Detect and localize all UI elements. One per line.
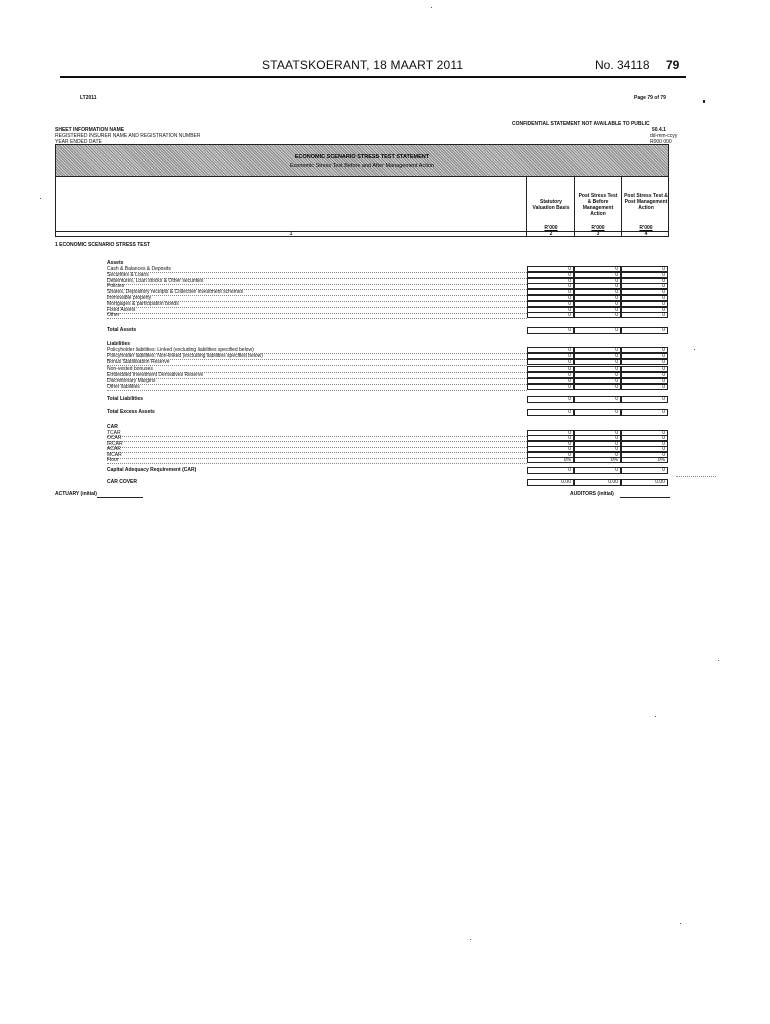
row-label: Discretionary Margins xyxy=(107,378,156,384)
form-banner xyxy=(56,145,668,177)
col-divider xyxy=(526,176,527,236)
group-heading: Assets xyxy=(107,260,124,266)
value-cell: 0% xyxy=(527,457,574,463)
total-liabilities-label: Total Liabilities xyxy=(107,396,144,402)
form-heading-box xyxy=(55,144,669,237)
col-unit: R'000 xyxy=(591,225,605,231)
value-cell: 0 xyxy=(527,266,574,272)
row-label: ACAR xyxy=(107,446,121,453)
row-leader xyxy=(107,295,527,296)
row-label: Non-vested bonuses xyxy=(107,365,153,372)
value-cell: 0 xyxy=(621,272,668,278)
col-head-statutory: Statutory Valuation Basis xyxy=(532,199,570,211)
gazette-title: STAATSKOERANT, 18 MAART 2011 xyxy=(262,58,464,72)
row-leader xyxy=(107,307,527,308)
value-cell: 0 xyxy=(574,307,621,313)
scan-speck xyxy=(680,923,681,924)
form-page-of: Page 79 of 79 xyxy=(634,95,666,101)
form-number: 50.4.1 xyxy=(652,127,666,133)
value-cell: 0 xyxy=(621,295,668,301)
col-unit: R'000 xyxy=(544,225,558,231)
value-cell: 0 xyxy=(527,312,574,318)
value-cell: 0 xyxy=(574,366,621,372)
header-rule xyxy=(60,76,686,78)
value-cell: 0 xyxy=(574,312,621,318)
row-label: Securities & Loans xyxy=(107,271,149,278)
value-cell: 0.00 xyxy=(527,479,574,486)
row-label: Debentures, Loan stocks & Other securities xyxy=(107,277,204,284)
scan-speck xyxy=(694,349,695,350)
value-cell: 0 xyxy=(527,366,574,372)
value-cell: 0 xyxy=(527,307,574,313)
row-label: TCAR xyxy=(107,430,121,436)
value-cell: 0% xyxy=(621,457,668,463)
value-cell: 0 xyxy=(527,435,574,441)
row-label: Fixed Assets xyxy=(107,306,136,313)
col-head-post-mgmt: Post Stress Test & Post Management Action xyxy=(624,193,668,211)
value-cell: 0 xyxy=(574,295,621,301)
row-leader xyxy=(107,436,527,437)
row-leader xyxy=(107,441,527,442)
value-cell: 0 xyxy=(574,353,621,359)
col-number: 4 xyxy=(644,231,648,237)
value-cell: 0 xyxy=(621,384,668,390)
page-number: 79 xyxy=(666,58,680,72)
row-leader xyxy=(107,384,527,385)
value-cell: 0 xyxy=(574,409,621,416)
value-cell: 0% xyxy=(574,457,621,463)
form-code: LT2011 xyxy=(80,95,97,101)
value-cell: 0 xyxy=(621,372,668,378)
total-assets-label: Total Assets xyxy=(107,327,137,333)
value-cell: 0 xyxy=(527,441,574,447)
actuary-signature-line xyxy=(97,497,143,498)
value-cell: 0 xyxy=(527,384,574,390)
value-cell: 0 xyxy=(527,396,574,403)
row-label: Bonus Stabilisation Reserve xyxy=(107,359,170,366)
row-label: Policyholder liabilities: Non-linked (excluding liabilities specified below) xyxy=(107,353,263,360)
value-cell: 0 xyxy=(621,366,668,372)
value-cell: 0 xyxy=(527,467,574,474)
value-cell: 0 xyxy=(621,307,668,313)
value-cell: 0 xyxy=(574,446,621,452)
value-cell: 0 xyxy=(527,446,574,452)
col-number: 3 xyxy=(596,231,600,237)
row-leader xyxy=(107,365,527,366)
value-cell: 0 xyxy=(621,409,668,416)
value-cell: 0 xyxy=(574,327,621,334)
value-cell: 0 xyxy=(574,266,621,272)
value-cell: 0 xyxy=(574,347,621,353)
value-cell: 0 xyxy=(621,378,668,384)
form-date-format: dd-mm-ccyy xyxy=(650,133,678,139)
banner-subtitle: Economic Stress Test Before and After Management Action xyxy=(289,163,435,169)
value-cell: 0 xyxy=(574,452,621,458)
row-label: Shares, Depository receipts & Collective investment schemes xyxy=(107,289,244,296)
value-cell: 0.00 xyxy=(621,479,668,486)
row-leader xyxy=(107,284,527,285)
value-cell: 0 xyxy=(527,283,574,289)
value-cell: 0 xyxy=(621,396,668,403)
value-cell: 0 xyxy=(621,289,668,295)
col-unit: R'000 xyxy=(639,225,653,231)
row-label: Floor xyxy=(107,457,119,463)
gazette-number: No. 34118 xyxy=(595,58,650,72)
value-cell: 0 xyxy=(574,430,621,436)
car-cover-label: CAR COVER xyxy=(107,479,138,485)
row-leader xyxy=(107,447,527,448)
value-cell: 0 xyxy=(574,372,621,378)
value-cell: 0 xyxy=(527,327,574,334)
row-leader xyxy=(107,272,527,273)
total-excess-label: Total Excess Assets xyxy=(107,409,155,415)
value-cell: 0 xyxy=(527,301,574,307)
value-cell: 0 xyxy=(621,359,668,365)
scan-speck xyxy=(470,939,471,940)
row-label: Other liabilities xyxy=(107,384,140,391)
value-cell: 0 xyxy=(527,359,574,365)
value-cell: 0.00 xyxy=(574,479,621,486)
row-label: Embedded Investment Derivatives Reserve xyxy=(107,371,204,378)
value-cell: 0 xyxy=(574,283,621,289)
actuary-label: ACTUARY (initial) xyxy=(55,491,97,497)
value-cell: 0 xyxy=(574,467,621,474)
value-cell: 0 xyxy=(621,430,668,436)
value-cell: 0 xyxy=(621,327,668,334)
value-cell: 0 xyxy=(574,272,621,278)
col-number: 1 xyxy=(289,231,293,237)
value-cell: 0 xyxy=(574,289,621,295)
gazette-header xyxy=(60,58,685,76)
value-cell: 0 xyxy=(574,278,621,284)
value-cell: 0 xyxy=(527,430,574,436)
value-cell: 0 xyxy=(621,278,668,284)
col-number: 2 xyxy=(549,231,553,237)
value-cell: 0 xyxy=(621,435,668,441)
scan-speck xyxy=(703,100,705,103)
row-leader xyxy=(107,318,527,319)
banner-title: ECONOMIC SCENARIO STRESS TEST STATEMENT xyxy=(294,154,430,160)
row-leader xyxy=(107,390,527,391)
row-label: IRCAR xyxy=(107,440,123,447)
col-head-before-mgmt: Post Stress Test & Before Management Action xyxy=(578,193,618,217)
scan-speck xyxy=(718,660,719,661)
value-cell: 0 xyxy=(621,452,668,458)
value-cell: 0 xyxy=(527,409,574,416)
row-label: OCAR xyxy=(107,435,122,442)
value-cell: 0 xyxy=(621,446,668,452)
scan-speck xyxy=(40,198,41,199)
auditors-signature-line xyxy=(620,497,670,498)
row-leader xyxy=(107,359,527,360)
value-cell: 0 xyxy=(621,283,668,289)
value-cell: 0 xyxy=(527,378,574,384)
value-cell: 0 xyxy=(527,372,574,378)
sheet-info-name: SHEET INFORMATION NAME xyxy=(55,127,125,133)
row-label: Policyholder liabilities: Linked (excluding liabilities specified below) xyxy=(107,347,254,353)
group-heading: Liabilities xyxy=(107,341,131,347)
col-divider xyxy=(574,176,575,236)
value-cell: 0 xyxy=(527,452,574,458)
value-cell: 0 xyxy=(527,353,574,359)
insurer-name: REGISTERED INSURER NAME AND REGISTRATION NUMBER xyxy=(55,133,201,139)
value-cell: 0 xyxy=(574,384,621,390)
row-label: Immovable property xyxy=(107,295,152,301)
value-cell: 0 xyxy=(621,347,668,353)
group-heading: CAR xyxy=(107,424,118,430)
row-leader xyxy=(107,458,527,459)
value-cell: 0 xyxy=(574,435,621,441)
section-title: 1 ECONOMIC SCENARIO STRESS TEST xyxy=(55,242,151,248)
row-leader xyxy=(107,452,527,453)
value-cell: 0 xyxy=(527,295,574,301)
car-requirement-label: Capital Adequacy Requirement (CAR) xyxy=(107,467,197,473)
value-cell: 0 xyxy=(621,353,668,359)
value-cell: 0 xyxy=(621,312,668,318)
value-cell: 0 xyxy=(621,301,668,307)
value-cell: 0 xyxy=(621,266,668,272)
value-cell: 0 xyxy=(527,278,574,284)
scan-speck xyxy=(655,716,656,717)
value-cell: 0 xyxy=(574,396,621,403)
confidential-note: CONFIDENTIAL STATEMENT NOT AVAILABLE TO PUBLIC xyxy=(512,121,650,127)
row-label: Other xyxy=(107,312,120,319)
value-cell: 0 xyxy=(574,359,621,365)
scan-speck xyxy=(431,7,432,8)
row-leader xyxy=(107,463,527,464)
value-cell: 0 xyxy=(527,272,574,278)
row-label: Cash & Balances & Deposits xyxy=(107,266,171,272)
value-cell: 0 xyxy=(527,289,574,295)
row-leader xyxy=(107,378,527,379)
scan-artifact xyxy=(676,476,716,477)
value-cell: 0 xyxy=(574,378,621,384)
auditors-label: AUDITORS (initial) xyxy=(570,491,614,497)
form-unit: R000 000 xyxy=(650,139,672,145)
row-label: Policies xyxy=(107,283,125,290)
value-cell: 0 xyxy=(574,301,621,307)
year-ended: YEAR ENDED DATE xyxy=(55,139,102,145)
row-label: Mortgages & participation bonds xyxy=(107,300,179,307)
value-cell: 0 xyxy=(574,441,621,447)
value-cell: 0 xyxy=(527,347,574,353)
row-label: MCAR xyxy=(107,451,122,458)
col-divider xyxy=(621,176,622,236)
value-cell: 0 xyxy=(621,441,668,447)
row-leader xyxy=(107,313,527,314)
value-cell: 0 xyxy=(621,467,668,474)
